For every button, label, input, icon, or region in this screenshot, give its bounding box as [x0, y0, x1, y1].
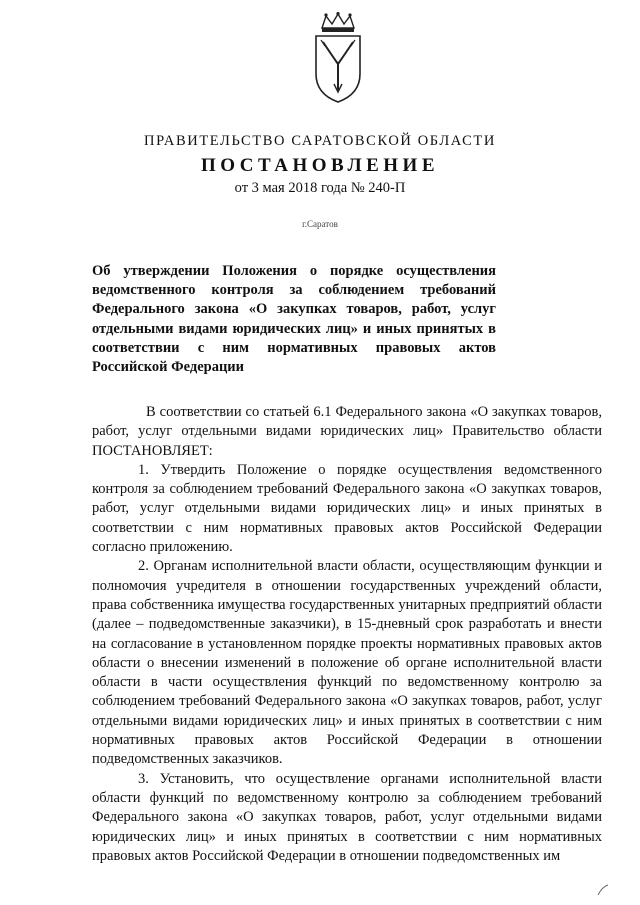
city-name: г.Саратов	[302, 219, 338, 229]
date-and-number: от 3 мая 2018 года № 240-П	[234, 180, 406, 196]
page-corner-mark-icon	[596, 883, 610, 897]
document-subject: Об утверждении Положения о порядке осуществления ведомственного контроля за соблюдением требований Федерального закона «О закупках товаров, работ, услуг отдельными видами юридических лиц» и иных принятых в соответствии с ним нормативных правовых актов Российской Федерации	[92, 263, 496, 376]
item-paragraph-1: 1. Утвердить Положение о порядке осуществления ведомственного контроля за соблюдением требований Федерального закона «О закупках товаров, работ, услуг отдельными видами юридических лиц» и иных принятых в соответствии с ним нормативных правовых актов Российской Федерации согласно приложению.	[92, 461, 602, 556]
document-body	[92, 403, 602, 866]
item-paragraph-3: 3. Установить, что осуществление органами исполнительной власти области функций по ведомственному контролю за соблюдением требований Федерального закона «О закупках товаров, работ, услуг отдельными видами юридических лиц» и иных принятых в соответствии с ним нормативных правовых актов Российской Федерации в отношении подведомственных им	[92, 770, 602, 864]
item-paragraph-2: 2. Органам исполнительной власти области, осуществляющим функции и полномочия учредителя в отношении государственных учреждений области, права собственника имущества государственных унитарных предприятий области (далее – подведомственные заказчики), в 15-дневный срок разработать и внести на согласование в установленном порядке проекты нормативных правовых актов области о внесении изменений в положение об органе исполнительной власти области в части осуществления функций по ведомственному контролю за соблюдением требований Федерального закона «О закупках товаров, работ, услуг отдельными видами юридических лиц» и иных принятых в соответствии с ним нормативных правовых актов Российской Федерации в отношении подведомственных заказчиков.	[92, 558, 602, 768]
preamble-paragraph: В соответствии со статьей 6.1 Федерального закона «О закупках товаров, работ, услуг отдельными видами юридических лиц» Правительство области ПОСТАНОВЛЯЕТ:	[92, 404, 602, 459]
coat-of-arms-icon	[313, 12, 363, 104]
government-name: ПРАВИТЕЛЬСТВО САРАТОВСКОЙ ОБЛАСТИ	[144, 133, 496, 149]
document-type: ПОСТАНОВЛЕНИЕ	[200, 155, 440, 176]
